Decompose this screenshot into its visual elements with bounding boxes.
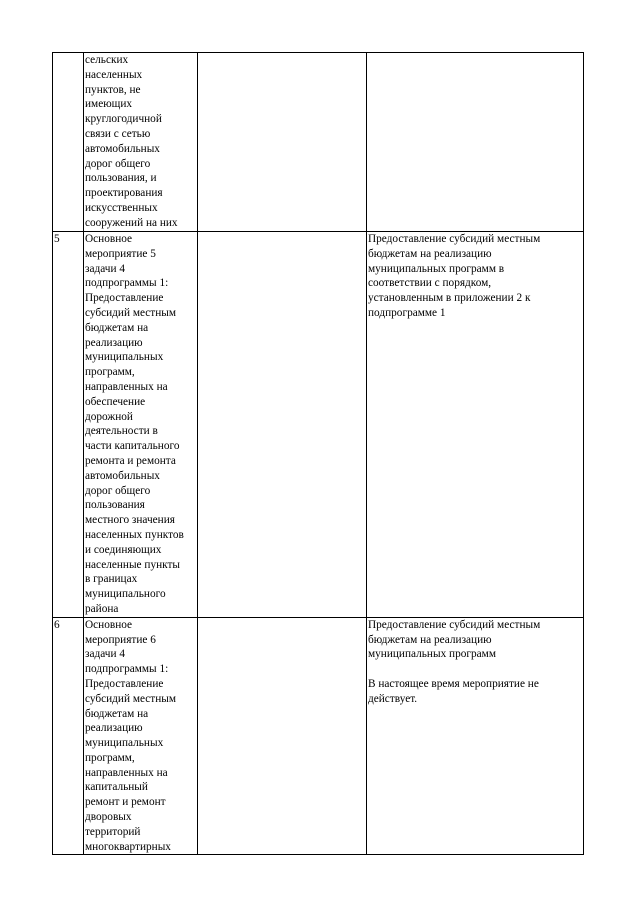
empty-middle-cell: [198, 232, 367, 618]
description-text: Предоставление субсидий местным бюджетам на реализацию муниципальных программ: [368, 618, 541, 661]
measure-name-cell: сельских населенных пунктов, не имеющих круглогодичной связи с сетью автомобильных дорог общего пользования, и проектирования искусственных сооружений на них: [84, 53, 198, 232]
table-row: [53, 232, 584, 618]
measure-name-cell: Основное мероприятие 5 задачи 4 подпрограммы 1: Предоставление субсидий местным бюджетам на реализацию муниципальных программ, направленных на обеспечение дорожной деятельности в части капитального ремонта и ремонта автомобильных дорог общего пользования местного значения населенных пунктов и соединяющих населенные пункты в границах муниципального района: [84, 232, 198, 618]
empty-middle-cell: [198, 53, 367, 232]
measure-description-cell: [367, 53, 584, 232]
measure-description-cell: [367, 617, 584, 855]
table-row: [53, 53, 584, 232]
row-number-cell: 5: [53, 232, 84, 618]
measure-description-cell: Предоставление субсидий местным бюджетам на реализацию муниципальных программ в соответствии с порядком, установленным в приложении 2 к подпрограмме 1: [367, 232, 584, 618]
measure-name-cell: Основное мероприятие 6 задачи 4 подпрограммы 1: Предоставление субсидий местным бюджетам на реализацию муниципальных программ, направленных на капитальный ремонт и ремонт дворовых территорий многоквартирных: [84, 617, 198, 855]
paragraph-gap: [368, 662, 583, 677]
measures-table: [52, 52, 584, 855]
status-note: В настоящее время мероприятие не действует.: [368, 677, 539, 705]
row-number-cell: [53, 53, 84, 232]
table-row: [53, 617, 584, 855]
row-number-cell: 6: [53, 617, 84, 855]
empty-middle-cell: [198, 617, 367, 855]
